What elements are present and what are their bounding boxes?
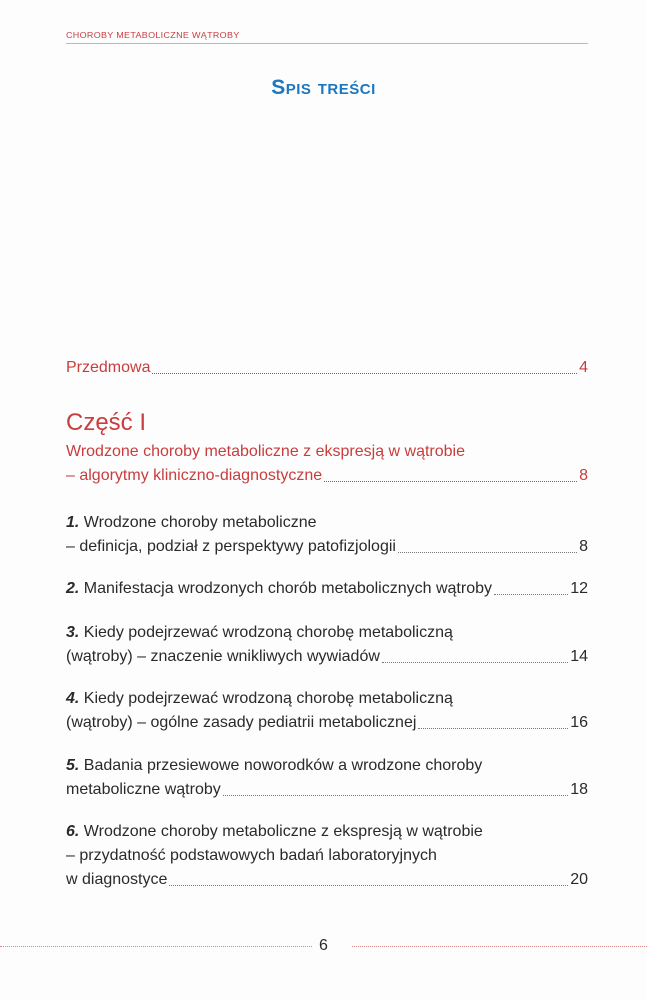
chapter-title-line2: metaboliczne wątroby [66, 781, 221, 798]
chapter-number: 2. [66, 580, 80, 597]
toc-entry-page: 12 [570, 580, 588, 597]
toc-chapter-2[interactable] [66, 577, 588, 601]
chapter-title-line1: Manifestacja wrodzonych chorób metabolicznych wątroby [83, 580, 492, 597]
toc-entry-page: 14 [570, 648, 588, 665]
toc-chapter-6[interactable] [66, 820, 588, 892]
dot-leader [382, 661, 568, 663]
dot-leader [398, 551, 577, 553]
chapter-title-line1: Kiedy podejrzewać wrodzoną chorobę metaboliczną [83, 624, 453, 641]
chapter-title-line1: Wrodzone choroby metaboliczne [83, 514, 317, 531]
toc-chapter-5[interactable] [66, 754, 588, 802]
chapter-title-line1: Badania przesiewowe noworodków a wrodzone choroby [83, 757, 483, 774]
dot-leader [494, 593, 568, 595]
chapter-title-line1: Wrodzone choroby metaboliczne z ekspresją w wątrobie [83, 823, 483, 840]
toc-entry-preface[interactable] [66, 356, 588, 380]
chapter-title-line2: (wątroby) – znaczenie wnikliwych wywiadów [66, 648, 380, 665]
part-title-line1: Wrodzone choroby metaboliczne z ekspresją w wątrobie [66, 443, 466, 460]
chapter-number: 1. [66, 514, 80, 531]
part-title-line2: – algorytmy kliniczno-diagnostyczne [66, 467, 323, 484]
toc-entry-page: 8 [579, 538, 588, 555]
toc-chapter-4[interactable] [66, 687, 588, 735]
page-number: 6 [319, 937, 328, 954]
dot-leader [223, 794, 568, 796]
dot-leader [169, 884, 568, 886]
chapter-number: 5. [66, 757, 80, 774]
toc-entry-label: Przedmowa [66, 359, 151, 376]
toc-entry-page: 18 [570, 781, 588, 798]
toc-entry-page: 4 [579, 359, 588, 376]
chapter-title-line2: – przydatność podstawowych badań laboratoryjnych [66, 847, 437, 864]
chapter-title-line2: (wątroby) – ogólne zasady pediatrii metabolicznej [66, 714, 417, 731]
chapter-number: 3. [66, 624, 80, 641]
part-heading: Część I [66, 409, 147, 436]
page-title: Spis treści [271, 76, 376, 99]
chapter-number: 6. [66, 823, 80, 840]
chapter-title-line3: w diagnostyce [66, 871, 168, 888]
chapter-title-line2: – definicja, podział z perspektywy patofizjologii [66, 538, 396, 555]
toc-part-1[interactable] [66, 408, 588, 488]
chapter-title-line1: Kiedy podejrzewać wrodzoną chorobę metaboliczną [83, 690, 453, 707]
dot-leader [152, 372, 577, 374]
running-header [66, 30, 588, 44]
running-header-text: CHOROBY METABOLICZNE WĄTROBY [66, 30, 240, 40]
toc-chapter-1[interactable] [66, 511, 588, 559]
toc-entry-page: 8 [579, 467, 588, 484]
dot-leader [418, 727, 568, 729]
toc-entry-page: 20 [570, 871, 588, 888]
toc-chapter-3[interactable] [66, 621, 588, 669]
dot-leader [324, 480, 577, 482]
chapter-number: 4. [66, 690, 80, 707]
toc-entry-page: 16 [570, 714, 588, 731]
